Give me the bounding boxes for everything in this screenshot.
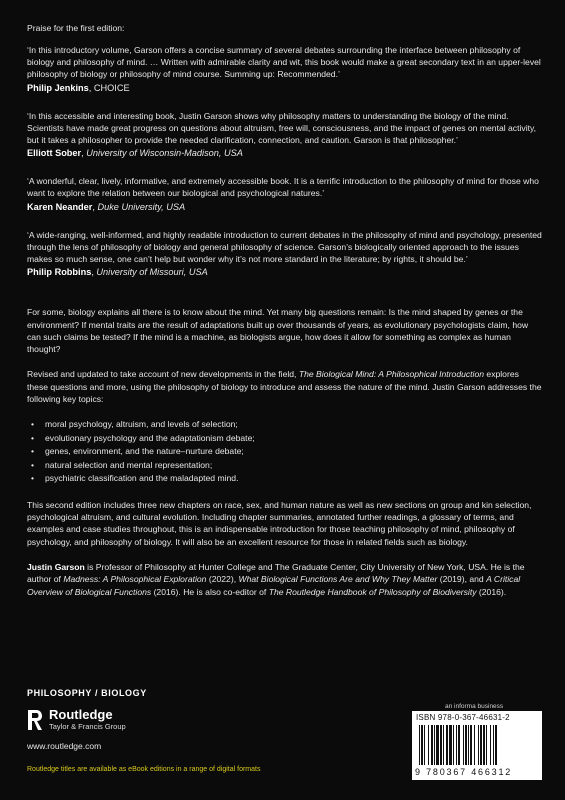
list-item xyxy=(27,432,542,446)
review-attribution xyxy=(27,266,542,279)
bullet-icon: • xyxy=(31,473,35,484)
text-run: is Professor of Philosophy at Hunter College and The Graduate Center, City University of New York, USA. He is the author of xyxy=(27,562,525,585)
bullet-icon: • xyxy=(31,459,35,470)
barcode-icon xyxy=(415,725,539,767)
reviewer-name: Karen Neander xyxy=(27,201,93,212)
ebook-note: Routledge titles are available as eBook editions in a range of digital formats xyxy=(27,766,261,773)
review-1 xyxy=(27,44,542,95)
topic-text: natural selection and mental representation; xyxy=(45,459,213,470)
barcode-bar xyxy=(440,725,442,765)
barcode-bar xyxy=(421,725,423,765)
author-bio xyxy=(27,561,542,598)
barcode-bar xyxy=(436,725,439,765)
barcode-bar xyxy=(431,725,433,765)
barcode-bar xyxy=(449,725,452,765)
topic-text: psychiatric classification and the maladapted mind. xyxy=(45,473,239,484)
book-title: What Biological Functions Are and Why They Matter xyxy=(238,574,438,585)
text-run: (2022), xyxy=(206,574,239,585)
barcode-bar xyxy=(446,725,448,765)
subject-category: PHILOSOPHY / BIOLOGY xyxy=(27,688,147,698)
routledge-r-icon xyxy=(27,709,43,731)
barcode-digits: 9 780367 466312 xyxy=(415,767,513,777)
review-attribution xyxy=(27,147,542,160)
list-item xyxy=(27,418,542,432)
bullet-icon: • xyxy=(31,419,35,430)
publisher-website: www.routledge.com xyxy=(27,741,102,751)
description-paragraph-3: This second edition includes three new chapters on race, sex, and human nature as well as new sections on group and kin selection, psychological altruism, and cultural evolution. Including chapter summaries, annotated further readings, a glossary of terms, and examples and case studies throughout, this is an indispensable introduction for those teaching philosophy of mind, philosophy of psychology, and philosophy of biology. It will also be an excellent resource for those in related fields such as biology. xyxy=(27,499,532,547)
isbn-barcode xyxy=(412,711,542,780)
reviewer-name: Philip Jenkins xyxy=(27,82,89,93)
list-item xyxy=(27,472,542,486)
barcode-bar xyxy=(428,725,429,765)
barcode-bar xyxy=(468,725,469,765)
barcode-bar xyxy=(490,725,491,765)
separator: , xyxy=(81,148,87,159)
isbn-number: ISBN 978-0-367-46631-2 xyxy=(416,713,510,722)
publisher-wordmark xyxy=(49,708,126,732)
list-item xyxy=(27,459,542,473)
barcode-bar xyxy=(434,725,435,765)
review-text: ‘A wide-ranging, well-informed, and highly readable introduction to current debates in the philosophy of mind and psychology, presented through the lens of philosophy of biology and general philosophy of science. Garson’s biologically oriented approach to the issues makes so much sense, one can’t help but wonder why it’s not more standard in the literature; by rights, it should be.’ xyxy=(27,229,542,265)
barcode-bar xyxy=(419,725,420,765)
topic-text: moral psychology, altruism, and levels of selection; xyxy=(45,419,238,430)
praise-heading: Praise for the first edition: xyxy=(27,23,125,33)
informa-tagline: an informa business xyxy=(445,703,504,710)
text-run: (2016). xyxy=(476,586,507,597)
reviewer-affiliation: Duke University, USA xyxy=(97,201,186,212)
barcode-bar xyxy=(474,725,475,765)
review-text: ‘In this introductory volume, Garson offers a concise summary of several debates surrounding the interface between philosophy of biology and philosophy of mind. … Written with admirable clarity and wit, this book would make a great secondary text in an upper-level philosophy of biology or philosophy of mind course. Summing up: Recommended.’ xyxy=(27,45,541,80)
barcode-bar xyxy=(478,725,479,765)
description-paragraph-1: For some, biology explains all there is to know about the mind. Yet many big questions remain: Is the mind shaped by genes or the environment? If mental traits are the result of adaptations built up over thousands of years, as evolutionary psychologists claim, how can such claims be tested? If the mind is a machine, as biologists argue, how does it allow for something as complex as human thought? xyxy=(27,307,529,355)
text-run: explores these questions and more, using the philosophy of biology to introduce and assess the nature of the mind. Justin Garson addresses the following key topics: xyxy=(27,369,542,405)
reviewer-name: Philip Robbins xyxy=(27,267,92,278)
reviewer-name: Elliott Sober xyxy=(27,148,82,159)
publisher-name: Routledge xyxy=(49,707,113,722)
review-attribution xyxy=(27,82,542,95)
reviewer-affiliation: University of Wisconsin-Madison, USA xyxy=(86,148,243,159)
review-3 xyxy=(27,175,542,213)
publisher-logo xyxy=(27,708,126,732)
barcode-bar xyxy=(493,725,494,765)
text-run: (2019), and xyxy=(437,574,487,585)
topic-text: evolutionary psychology and the adaptationism debate; xyxy=(45,432,255,443)
barcode-bar xyxy=(453,725,454,765)
review-attribution xyxy=(27,201,542,214)
barcode-bar xyxy=(443,725,444,765)
book-title: A Critical Overview of Biological Functions xyxy=(27,574,521,597)
book-description xyxy=(27,306,542,598)
book-title: The Routledge Handbook of Philosophy of Biodiversity xyxy=(268,586,477,597)
description-paragraph-2 xyxy=(27,368,542,405)
barcode-bar xyxy=(463,725,464,765)
barcode-bar xyxy=(483,725,485,765)
reviewer-source: , CHOICE xyxy=(88,82,130,93)
key-topics-list xyxy=(27,418,542,486)
barcode-bar xyxy=(486,725,487,765)
barcode-bar xyxy=(495,725,497,765)
author-name: Justin Garson xyxy=(27,562,85,572)
review-text: ‘A wonderful, clear, lively, informative, and extremely accessible book. It is a terrific introduction to the philosophy of mind for those who want to explore the relation between our biological and psychological natures.’ xyxy=(27,176,539,199)
separator: , xyxy=(91,267,97,278)
separator: , xyxy=(92,201,98,212)
reviewer-affiliation: University of Missouri, USA xyxy=(96,267,208,278)
review-text: ‘In this accessible and interesting book, Justin Garson shows why philosophy matters to understanding the biology of the mind. Scientists have made great progress on questions about altruism, free will, consciousness, and the impact of genes on mental activity, but it takes a philosopher to provide the needed clarification, connection, and caution. Garson is that philosopher.’ xyxy=(27,110,537,146)
barcode-bar xyxy=(456,725,457,765)
barcode-bar xyxy=(465,725,467,765)
topic-text: genes, environment, and the nature–nurture debate; xyxy=(45,446,244,457)
barcode-bar xyxy=(480,725,482,765)
barcode-bar xyxy=(458,725,460,765)
review-2 xyxy=(27,110,542,161)
book-title: Madness: A Philosophical Exploration xyxy=(63,574,207,585)
text-run: Revised and updated to take account of new developments in the field, xyxy=(27,369,299,380)
text-run: (2016). He is also co-editor of xyxy=(151,586,269,597)
bullet-icon: • xyxy=(31,432,35,443)
review-4 xyxy=(27,229,542,280)
book-title: The Biological Mind: A Philosophical Introduction xyxy=(298,369,485,380)
bullet-icon: • xyxy=(31,446,35,457)
publisher-group: Taylor & Francis Group xyxy=(49,722,126,731)
cover-text xyxy=(27,22,542,611)
barcode-bar xyxy=(424,725,425,765)
list-item xyxy=(27,445,542,459)
barcode-bar xyxy=(470,725,472,765)
